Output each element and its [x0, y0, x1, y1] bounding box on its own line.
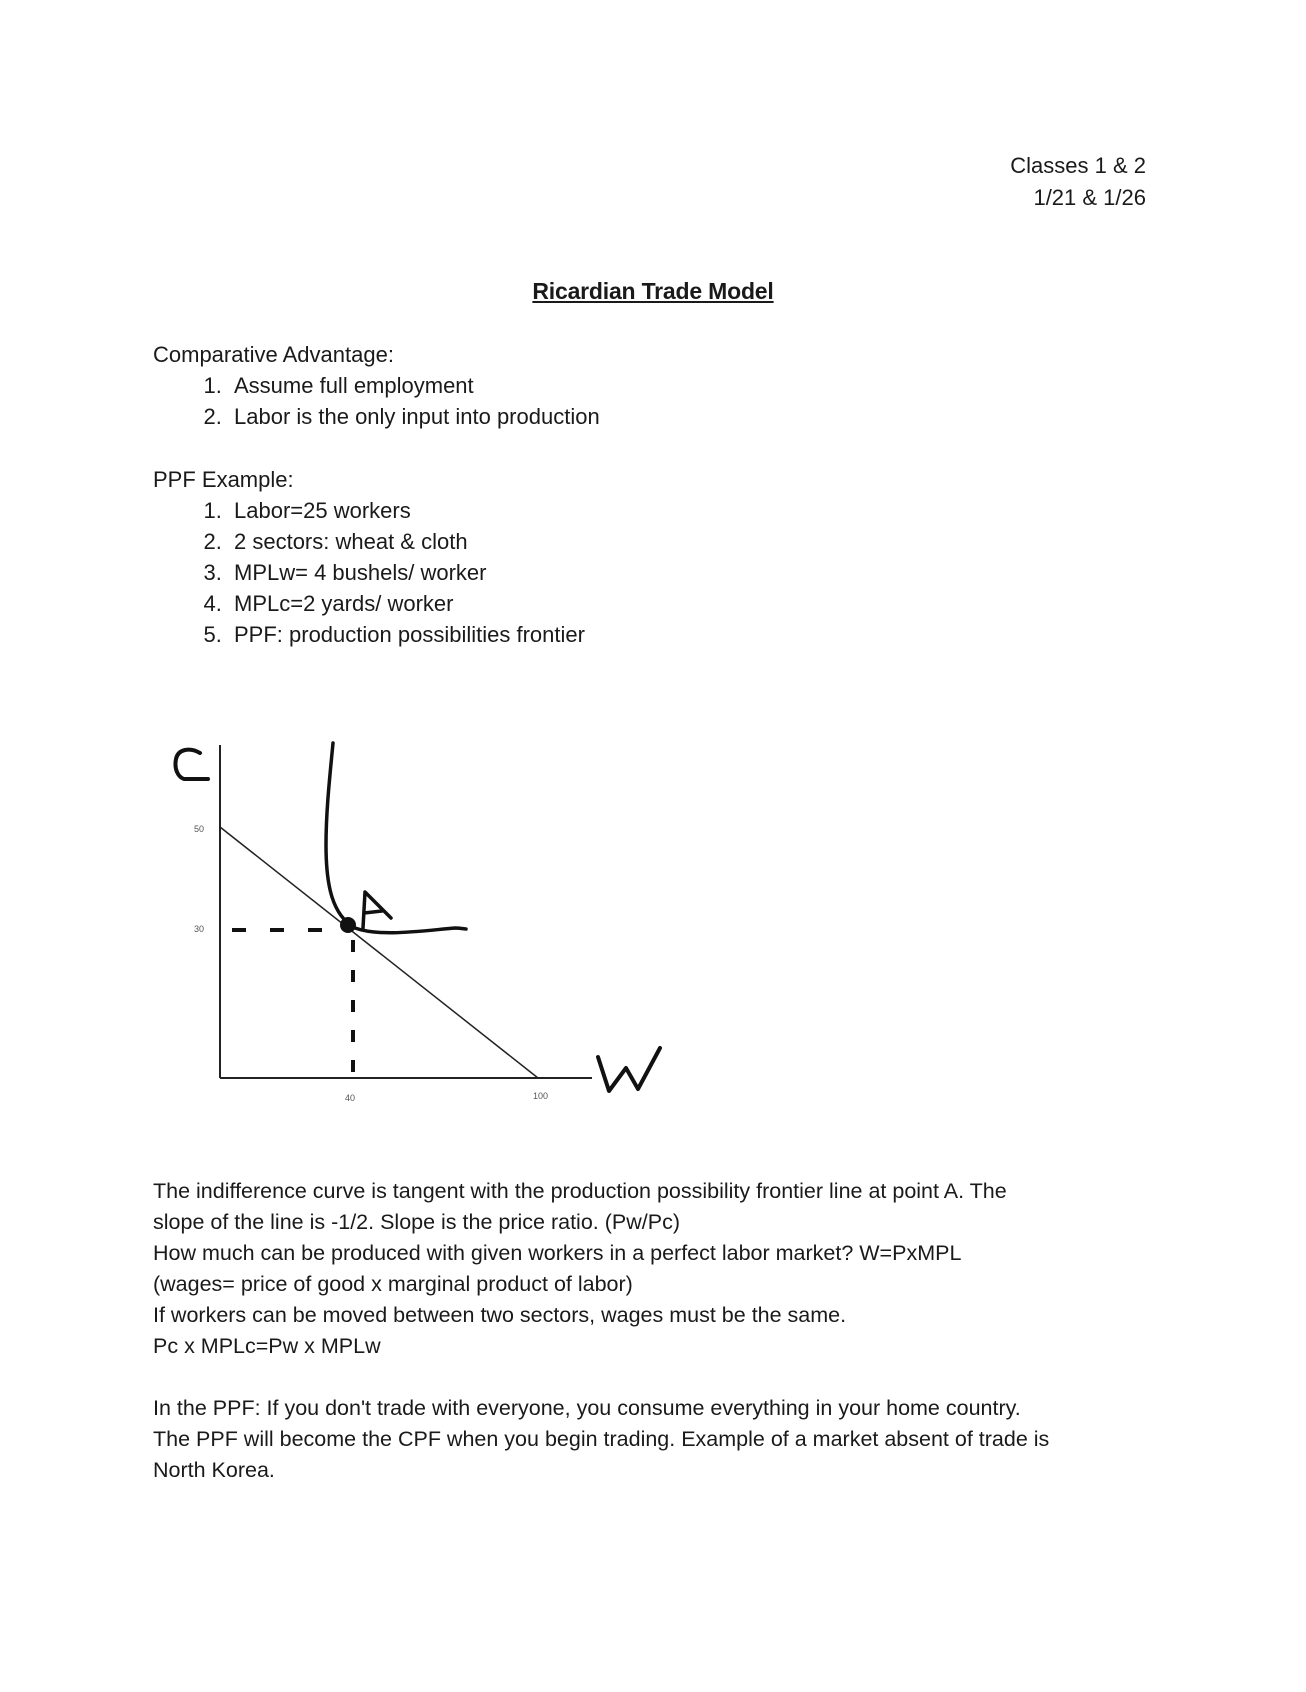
- header-dates: 1/21 & 1/26: [1033, 185, 1146, 210]
- y-axis-label-text: C: [188, 779, 189, 780]
- comparative-advantage-list: [153, 370, 600, 432]
- x-axis-handwritten-label: [598, 1048, 660, 1091]
- paragraph-line: slope of the line is -1/2. Slope is the price ratio. (Pw/Pc): [153, 1210, 680, 1234]
- x-tick-label: 40: [345, 1093, 356, 1103]
- list-item: 5. PPF: production possibilities frontier: [228, 619, 585, 650]
- point-a-handwritten-label: [363, 892, 391, 928]
- point-a-label-text: A: [374, 915, 375, 916]
- y-tick-label: 30: [194, 924, 205, 934]
- list-item: 3. MPLw= 4 bushels/ worker: [228, 557, 585, 588]
- x-axis-label-text: W: [628, 1075, 629, 1076]
- paragraph-line: (wages= price of good x marginal product of labor): [153, 1272, 633, 1296]
- ppf-example-section: [153, 465, 585, 650]
- paragraph-line: In the PPF: If you don't trade with everyone, you consume everything in your home country.: [153, 1396, 1021, 1420]
- ppf-example-heading: PPF Example:: [153, 467, 294, 492]
- ppf-line: [220, 827, 538, 1078]
- paragraph-line: The indifference curve is tangent with the production possibility frontier line at point A. The: [153, 1179, 1007, 1203]
- ppf-example-list: [153, 495, 585, 650]
- list-item: 1. Assume full employment: [228, 370, 600, 401]
- explanation-paragraph: [153, 1176, 1153, 1362]
- header-classes: Classes 1 & 2: [1010, 153, 1146, 178]
- indifference-curve: [326, 743, 466, 933]
- trade-paragraph: [153, 1393, 1153, 1486]
- list-item: 4. MPLc=2 yards/ worker: [228, 588, 585, 619]
- comparative-advantage-heading: Comparative Advantage:: [153, 342, 394, 367]
- ppf-diagram: [160, 735, 720, 1125]
- list-item: 2. Labor is the only input into production: [228, 401, 600, 432]
- header-block: [1010, 150, 1146, 214]
- paragraph-line: Pc x MPLc=Pw x MPLw: [153, 1334, 381, 1358]
- y-tick-label: 50: [194, 824, 205, 834]
- paragraph-line: North Korea.: [153, 1458, 275, 1482]
- document-title: Ricardian Trade Model: [532, 278, 774, 304]
- list-item: 1. Labor=25 workers: [228, 495, 585, 526]
- y-axis-handwritten-label: [175, 750, 208, 779]
- paragraph-line: How much can be produced with given workers in a perfect labor market? W=PxMPL: [153, 1241, 962, 1265]
- point-a-marker: [340, 917, 356, 933]
- paragraph-line: The PPF will become the CPF when you begin trading. Example of a market absent of trade is: [153, 1427, 1050, 1451]
- comparative-advantage-section: [153, 340, 600, 432]
- x-tick-label: 100: [533, 1091, 549, 1101]
- list-item: 2. 2 sectors: wheat & cloth: [228, 526, 585, 557]
- paragraph-line: If workers can be moved between two sectors, wages must be the same.: [153, 1303, 847, 1327]
